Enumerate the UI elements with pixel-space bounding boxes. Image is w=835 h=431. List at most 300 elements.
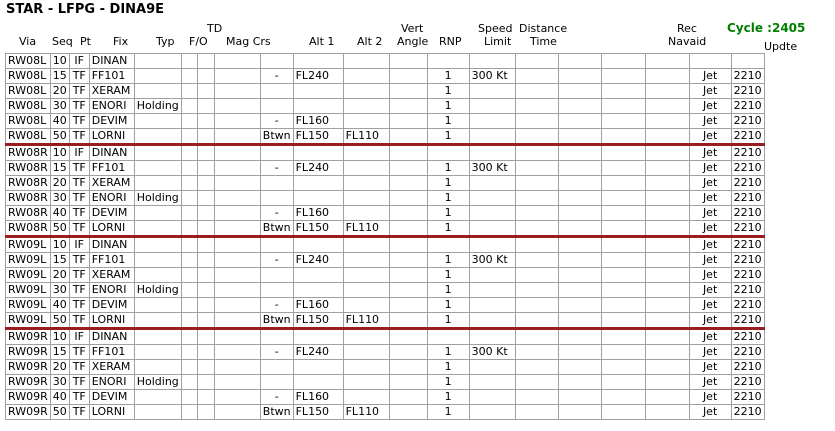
cell-updte: 2210 [731, 375, 764, 390]
cell-col-16 [601, 345, 645, 360]
cell-alt-sign [260, 191, 293, 206]
cell-type: Jet [689, 237, 731, 253]
cell-distance [515, 329, 558, 345]
cell-alt-sign: - [260, 114, 293, 129]
cell-rec-navaid [645, 84, 689, 99]
cell-alt2: FL110 [343, 405, 389, 420]
cell-updte: 2210 [731, 145, 764, 161]
cell-alt1: FL150 [293, 129, 343, 145]
cell-fix: ENORI [89, 375, 134, 390]
cell-seq: 15 [50, 69, 69, 84]
cell-alt1 [293, 283, 343, 298]
cell-distance [515, 84, 558, 99]
cell-fix: FF101 [89, 69, 134, 84]
cell-alt-sign: - [260, 253, 293, 268]
cell-vert-angle [389, 313, 427, 329]
cell-alt1: FL240 [293, 69, 343, 84]
cell-via: RW08L [6, 54, 51, 69]
cell-pt: TF [69, 253, 89, 268]
cell-alt2 [343, 298, 389, 313]
cell-speed-limit [469, 298, 515, 313]
cell-fix: XERAM [89, 268, 134, 283]
cell-via: RW09R [6, 360, 51, 375]
cell-rec-navaid [645, 176, 689, 191]
cell-col-16 [601, 390, 645, 405]
cell-rnp: 1 [427, 345, 469, 360]
cell-time [558, 253, 601, 268]
cell-distance [515, 375, 558, 390]
cell-speed-limit [469, 221, 515, 237]
cell-td [181, 237, 197, 253]
cell-typ [134, 345, 181, 360]
cell-fix: ENORI [89, 191, 134, 206]
header-fix: Fix [113, 35, 129, 48]
cell-via: RW08L [6, 99, 51, 114]
cell-pt: TF [69, 176, 89, 191]
cell-time [558, 145, 601, 161]
cell-pt: TF [69, 268, 89, 283]
cell-type: Jet [689, 191, 731, 206]
table-row [6, 253, 765, 268]
cell-td [181, 161, 197, 176]
cell-type: Jet [689, 268, 731, 283]
cell-via: RW08L [6, 84, 51, 99]
cell-rnp: 1 [427, 84, 469, 99]
cell-pt: IF [69, 145, 89, 161]
cell-fo [197, 69, 214, 84]
cell-type [689, 54, 731, 69]
cell-fix: FF101 [89, 253, 134, 268]
table-row [6, 206, 765, 221]
cell-distance [515, 129, 558, 145]
cell-via: RW09R [6, 375, 51, 390]
cell-fo [197, 54, 214, 69]
cell-type: Jet [689, 253, 731, 268]
cell-type: Jet [689, 329, 731, 345]
cell-fix: XERAM [89, 84, 134, 99]
cycle-label: Cycle :2405 [727, 21, 806, 35]
cell-td [181, 206, 197, 221]
cell-typ [134, 161, 181, 176]
cell-pt: TF [69, 161, 89, 176]
cell-vert-angle [389, 298, 427, 313]
cell-col-16 [601, 84, 645, 99]
cell-fix: FF101 [89, 161, 134, 176]
cell-mag-crs [214, 206, 260, 221]
cell-speed-limit: 300 Kt [469, 253, 515, 268]
cell-mag-crs [214, 405, 260, 420]
cell-rec-navaid [645, 390, 689, 405]
cell-mag-crs [214, 268, 260, 283]
cell-col-16 [601, 69, 645, 84]
cell-rec-navaid [645, 253, 689, 268]
cell-alt1 [293, 84, 343, 99]
cell-via: RW09L [6, 253, 51, 268]
cell-pt: IF [69, 54, 89, 69]
header-rnp: RNP [439, 35, 462, 48]
table-row [6, 221, 765, 237]
cell-distance [515, 176, 558, 191]
cell-alt-sign: - [260, 390, 293, 405]
cell-speed-limit [469, 360, 515, 375]
cell-vert-angle [389, 129, 427, 145]
header-vert: Vert [401, 22, 424, 35]
cell-rnp: 1 [427, 99, 469, 114]
cell-typ [134, 405, 181, 420]
cell-typ [134, 360, 181, 375]
cell-fix: DINAN [89, 329, 134, 345]
cell-seq: 30 [50, 283, 69, 298]
cell-seq: 10 [50, 329, 69, 345]
cell-vert-angle [389, 405, 427, 420]
cell-distance [515, 237, 558, 253]
cell-rnp: 1 [427, 129, 469, 145]
cell-pt: TF [69, 69, 89, 84]
cell-pt: TF [69, 360, 89, 375]
cell-speed-limit [469, 99, 515, 114]
cell-alt-sign: - [260, 69, 293, 84]
cell-td [181, 360, 197, 375]
cell-alt1 [293, 268, 343, 283]
cell-via: RW09L [6, 268, 51, 283]
cell-alt1 [293, 176, 343, 191]
cell-time [558, 345, 601, 360]
cell-fo [197, 298, 214, 313]
cell-col-16 [601, 206, 645, 221]
cell-td [181, 298, 197, 313]
cell-fo [197, 268, 214, 283]
cell-alt2 [343, 237, 389, 253]
cell-via: RW09R [6, 390, 51, 405]
cell-speed-limit [469, 114, 515, 129]
cell-alt1: FL160 [293, 114, 343, 129]
cell-alt-sign: Btwn [260, 405, 293, 420]
cell-speed-limit [469, 145, 515, 161]
cell-type: Jet [689, 298, 731, 313]
cell-alt-sign [260, 99, 293, 114]
cell-rnp: 1 [427, 176, 469, 191]
cell-pt: TF [69, 390, 89, 405]
cell-via: RW09R [6, 405, 51, 420]
cell-fix: DEVIM [89, 114, 134, 129]
cell-alt1: FL150 [293, 313, 343, 329]
cell-fix: LORNI [89, 129, 134, 145]
cell-col-16 [601, 191, 645, 206]
cell-via: RW09L [6, 313, 51, 329]
cell-td [181, 69, 197, 84]
cell-fo [197, 206, 214, 221]
cell-speed-limit [469, 84, 515, 99]
cell-pt: TF [69, 298, 89, 313]
cell-time [558, 375, 601, 390]
cell-typ [134, 84, 181, 99]
cell-fo [197, 283, 214, 298]
cell-distance [515, 99, 558, 114]
cell-distance [515, 345, 558, 360]
cell-fo [197, 253, 214, 268]
cell-speed-limit [469, 375, 515, 390]
cell-td [181, 268, 197, 283]
cell-mag-crs [214, 145, 260, 161]
cell-alt-sign: Btwn [260, 129, 293, 145]
cell-rec-navaid [645, 221, 689, 237]
table-row [6, 176, 765, 191]
header-angle: Angle [397, 35, 429, 48]
cell-fo [197, 129, 214, 145]
cell-distance [515, 283, 558, 298]
cell-seq: 15 [50, 161, 69, 176]
cell-typ: Holding [134, 99, 181, 114]
cell-time [558, 268, 601, 283]
cell-speed-limit [469, 206, 515, 221]
cell-speed-limit [469, 390, 515, 405]
cell-type: Jet [689, 405, 731, 420]
cell-time [558, 283, 601, 298]
cell-typ [134, 176, 181, 191]
cell-alt2 [343, 283, 389, 298]
cell-alt1 [293, 329, 343, 345]
cell-td [181, 54, 197, 69]
cell-mag-crs [214, 313, 260, 329]
cell-vert-angle [389, 84, 427, 99]
cell-alt2 [343, 176, 389, 191]
cell-col-16 [601, 283, 645, 298]
cell-fo [197, 313, 214, 329]
cell-vert-angle [389, 114, 427, 129]
cell-alt1 [293, 237, 343, 253]
cell-distance [515, 191, 558, 206]
header-typ: Typ [156, 35, 175, 48]
cell-via: RW08R [6, 221, 51, 237]
cell-td [181, 84, 197, 99]
table-row [6, 405, 765, 420]
cell-rec-navaid [645, 69, 689, 84]
cell-rec-navaid [645, 268, 689, 283]
cell-typ [134, 298, 181, 313]
header-mag-crs: Mag Crs [226, 35, 271, 48]
cell-seq: 40 [50, 298, 69, 313]
cell-col-16 [601, 129, 645, 145]
cell-alt-sign: - [260, 161, 293, 176]
cell-fix: DEVIM [89, 206, 134, 221]
cell-fo [197, 390, 214, 405]
cell-type: Jet [689, 99, 731, 114]
header-pt: Pt [80, 35, 91, 48]
header-limit: Limit [484, 35, 512, 48]
cell-alt2: FL110 [343, 221, 389, 237]
cell-typ [134, 145, 181, 161]
cell-seq: 20 [50, 268, 69, 283]
table-row [6, 345, 765, 360]
cell-distance [515, 54, 558, 69]
cell-fix: ENORI [89, 99, 134, 114]
cell-typ [134, 268, 181, 283]
cell-col-16 [601, 253, 645, 268]
cell-typ [134, 221, 181, 237]
cell-mag-crs [214, 176, 260, 191]
cell-alt-sign: - [260, 298, 293, 313]
cell-vert-angle [389, 176, 427, 191]
cell-fo [197, 191, 214, 206]
cell-type: Jet [689, 313, 731, 329]
cell-col-16 [601, 176, 645, 191]
cell-rnp: 1 [427, 268, 469, 283]
cell-time [558, 329, 601, 345]
cell-seq: 10 [50, 54, 69, 69]
table-row [6, 69, 765, 84]
table-row [6, 283, 765, 298]
cell-rnp: 1 [427, 161, 469, 176]
cell-rec-navaid [645, 345, 689, 360]
cell-td [181, 176, 197, 191]
cell-updte: 2210 [731, 176, 764, 191]
cell-updte: 2210 [731, 253, 764, 268]
table-row [6, 99, 765, 114]
cell-alt-sign [260, 176, 293, 191]
cell-pt: TF [69, 405, 89, 420]
cell-fo [197, 99, 214, 114]
cell-alt-sign [260, 54, 293, 69]
cell-typ: Holding [134, 191, 181, 206]
cell-type: Jet [689, 84, 731, 99]
cell-rec-navaid [645, 237, 689, 253]
cell-updte: 2210 [731, 84, 764, 99]
cell-alt2 [343, 114, 389, 129]
cell-updte: 2210 [731, 283, 764, 298]
cell-alt1: FL160 [293, 390, 343, 405]
cell-typ: Holding [134, 283, 181, 298]
cell-vert-angle [389, 221, 427, 237]
cell-rec-navaid [645, 145, 689, 161]
cell-type: Jet [689, 360, 731, 375]
cell-col-16 [601, 360, 645, 375]
cell-col-16 [601, 145, 645, 161]
cell-distance [515, 253, 558, 268]
cell-alt1: FL160 [293, 298, 343, 313]
cell-updte: 2210 [731, 99, 764, 114]
cell-mag-crs [214, 129, 260, 145]
cell-alt-sign: Btwn [260, 221, 293, 237]
cell-type: Jet [689, 206, 731, 221]
cell-alt-sign [260, 237, 293, 253]
cell-type: Jet [689, 129, 731, 145]
cell-rnp [427, 145, 469, 161]
table-row [6, 129, 765, 145]
cell-time [558, 191, 601, 206]
cell-fix: LORNI [89, 405, 134, 420]
cell-mag-crs [214, 54, 260, 69]
cell-seq: 50 [50, 313, 69, 329]
cell-alt-sign: - [260, 206, 293, 221]
cell-alt1 [293, 145, 343, 161]
cell-fo [197, 84, 214, 99]
cell-mag-crs [214, 345, 260, 360]
cell-speed-limit: 300 Kt [469, 345, 515, 360]
cell-rec-navaid [645, 313, 689, 329]
cell-alt2 [343, 84, 389, 99]
cell-seq: 10 [50, 145, 69, 161]
cell-speed-limit [469, 313, 515, 329]
cell-via: RW09L [6, 283, 51, 298]
cell-mag-crs [214, 114, 260, 129]
cell-alt2 [343, 206, 389, 221]
cell-distance [515, 145, 558, 161]
cell-rec-navaid [645, 99, 689, 114]
cell-via: RW08R [6, 206, 51, 221]
cell-seq: 50 [50, 221, 69, 237]
cell-fo [197, 329, 214, 345]
cell-alt-sign [260, 360, 293, 375]
cell-td [181, 375, 197, 390]
cell-col-16 [601, 268, 645, 283]
cell-updte: 2210 [731, 221, 764, 237]
cell-seq: 20 [50, 360, 69, 375]
cell-rnp [427, 329, 469, 345]
cell-typ [134, 313, 181, 329]
cell-type: Jet [689, 283, 731, 298]
cell-pt: TF [69, 114, 89, 129]
cell-seq: 30 [50, 99, 69, 114]
cell-rnp: 1 [427, 253, 469, 268]
header-td: TD [207, 22, 223, 35]
cell-type: Jet [689, 176, 731, 191]
cell-rnp [427, 237, 469, 253]
cell-alt2 [343, 345, 389, 360]
cell-mag-crs [214, 390, 260, 405]
header-time: Time [530, 35, 557, 48]
cell-fix: DINAN [89, 237, 134, 253]
cell-col-16 [601, 313, 645, 329]
cell-pt: TF [69, 84, 89, 99]
cell-via: RW08L [6, 129, 51, 145]
cell-alt-sign [260, 283, 293, 298]
cell-alt2 [343, 69, 389, 84]
cell-type: Jet [689, 114, 731, 129]
cell-alt2 [343, 268, 389, 283]
cell-typ: Holding [134, 375, 181, 390]
cell-speed-limit [469, 237, 515, 253]
cell-vert-angle [389, 191, 427, 206]
cell-mag-crs [214, 221, 260, 237]
table-row [6, 390, 765, 405]
cell-td [181, 253, 197, 268]
cell-time [558, 313, 601, 329]
cell-td [181, 313, 197, 329]
cell-alt-sign [260, 375, 293, 390]
cell-mag-crs [214, 191, 260, 206]
cell-fo [197, 360, 214, 375]
cell-distance [515, 360, 558, 375]
cell-rec-navaid [645, 329, 689, 345]
cell-updte: 2210 [731, 237, 764, 253]
cell-time [558, 161, 601, 176]
cell-pt: TF [69, 129, 89, 145]
cell-fo [197, 114, 214, 129]
cell-via: RW09R [6, 329, 51, 345]
cell-pt: TF [69, 99, 89, 114]
cell-typ [134, 206, 181, 221]
table-row [6, 191, 765, 206]
cell-updte: 2210 [731, 405, 764, 420]
cell-time [558, 129, 601, 145]
cell-col-16 [601, 237, 645, 253]
cell-fix: DEVIM [89, 298, 134, 313]
cell-time [558, 405, 601, 420]
cell-vert-angle [389, 99, 427, 114]
table-row [6, 114, 765, 129]
cell-seq: 50 [50, 129, 69, 145]
table-row [6, 237, 765, 253]
